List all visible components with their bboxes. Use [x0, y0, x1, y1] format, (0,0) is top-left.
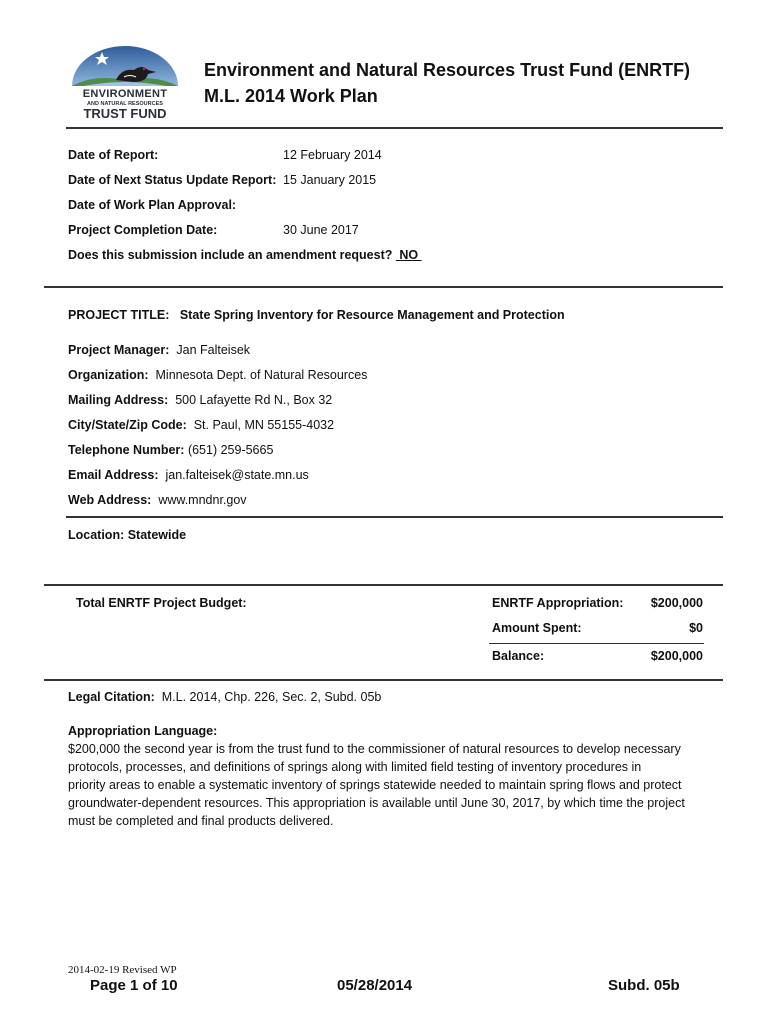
appropriation-line: groundwater-dependent resources. This appropriation is available until June 30, 2017, by which time the project	[68, 796, 685, 810]
email-value[interactable]: jan.falteisek@state.mn.us	[165, 468, 309, 482]
appropriation-value: $200,000	[650, 596, 703, 610]
appropriation-line: $200,000 the second year is from the trust fund to the commissioner of natural resources to develop necessary	[68, 742, 681, 756]
appropriation-line: protocols, processes, and definitions of springs along with limited field testing of inventory procedures in	[68, 760, 642, 774]
appropriation-line: must be completed and final products delivered.	[68, 814, 334, 828]
city-state-zip-value: St. Paul, MN 55155-4032	[193, 418, 335, 432]
next-status-value: 15 January 2015	[283, 173, 377, 187]
balance-rule	[489, 643, 704, 644]
appropriation-language-heading: Appropriation Language:	[68, 724, 218, 738]
legal-citation	[68, 689, 381, 705]
project-title-value: State Spring Inventory for Resource Management and Protection	[179, 308, 565, 322]
approval-date-label: Date of Work Plan Approval:	[68, 198, 237, 212]
document-title-line2: M.L. 2014 Work Plan	[204, 86, 378, 106]
email-label: Email Address:	[68, 468, 159, 482]
section-divider-2	[66, 516, 723, 518]
project-title	[68, 307, 565, 323]
location: Location: Statewide	[68, 528, 187, 542]
logo-line-trust-fund: TRUST FUND	[83, 106, 167, 121]
footer-subdivision: Subd. 05b	[608, 977, 680, 994]
section-divider-1	[44, 286, 723, 288]
logo-line-natural-resources: AND NATURAL RESOURCES	[87, 101, 163, 107]
email	[68, 467, 309, 483]
date-of-report-value: 12 February 2014	[283, 148, 382, 162]
amendment-question	[68, 247, 422, 263]
revision-note: 2014-02-19 Revised WP	[68, 964, 177, 976]
next-status-label: Date of Next Status Update Report:	[68, 173, 277, 187]
web-address	[68, 492, 247, 508]
city-state-zip	[68, 417, 334, 433]
mailing-address-value: 500 Lafayette Rd N., Box 32	[175, 393, 333, 407]
mailing-address-label: Mailing Address:	[68, 393, 169, 407]
date-of-report-label: Date of Report:	[68, 148, 159, 162]
telephone	[68, 442, 273, 458]
enrtf-logo	[64, 44, 186, 120]
appropriation-label: ENRTF Appropriation:	[492, 596, 624, 610]
header-divider	[66, 127, 723, 129]
mailing-address	[68, 392, 332, 408]
project-manager	[68, 342, 250, 358]
amount-spent-value: $0	[689, 621, 703, 635]
city-state-zip-label: City/State/Zip Code:	[68, 418, 187, 432]
balance-label: Balance:	[492, 649, 545, 663]
section-divider-3	[44, 584, 723, 586]
amendment-label: Does this submission include an amendment request?	[68, 248, 393, 262]
completion-date-value: 30 June 2017	[283, 223, 359, 237]
web-address-value[interactable]: www.mndnr.gov	[158, 493, 247, 507]
completion-date-label: Project Completion Date:	[68, 223, 218, 237]
amount-spent-label: Amount Spent:	[492, 621, 582, 635]
telephone-value: (651) 259-5665	[187, 443, 274, 457]
organization	[68, 367, 367, 383]
appropriation-language-text	[68, 740, 728, 830]
legal-citation-label: Legal Citation:	[68, 690, 155, 704]
amendment-value: NO	[395, 248, 422, 262]
project-title-label: PROJECT TITLE:	[68, 308, 170, 322]
balance-value: $200,000	[650, 649, 703, 663]
appropriation-line: priority areas to enable a systematic inventory of springs statewide needed to maintain spring flows and protect	[68, 778, 682, 792]
loon-emblem-icon	[64, 44, 186, 90]
project-manager-value: Jan Falteisek	[176, 343, 251, 357]
section-divider-4	[44, 679, 723, 681]
total-budget-label: Total ENRTF Project Budget:	[76, 596, 247, 610]
organization-label: Organization:	[68, 368, 149, 382]
page-number: Page 1 of 10	[90, 977, 178, 994]
project-manager-label: Project Manager:	[68, 343, 170, 357]
web-address-label: Web Address:	[68, 493, 152, 507]
telephone-label: Telephone Number:	[68, 443, 185, 457]
organization-value: Minnesota Dept. of Natural Resources	[155, 368, 368, 382]
document-title-line1: Environment and Natural Resources Trust Fund (ENRTF)	[204, 60, 691, 80]
legal-citation-value: M.L. 2014, Chp. 226, Sec. 2, Subd. 05b	[161, 690, 382, 704]
logo-line-environment: ENVIRONMENT	[82, 88, 168, 100]
footer-date: 05/28/2014	[337, 977, 413, 994]
